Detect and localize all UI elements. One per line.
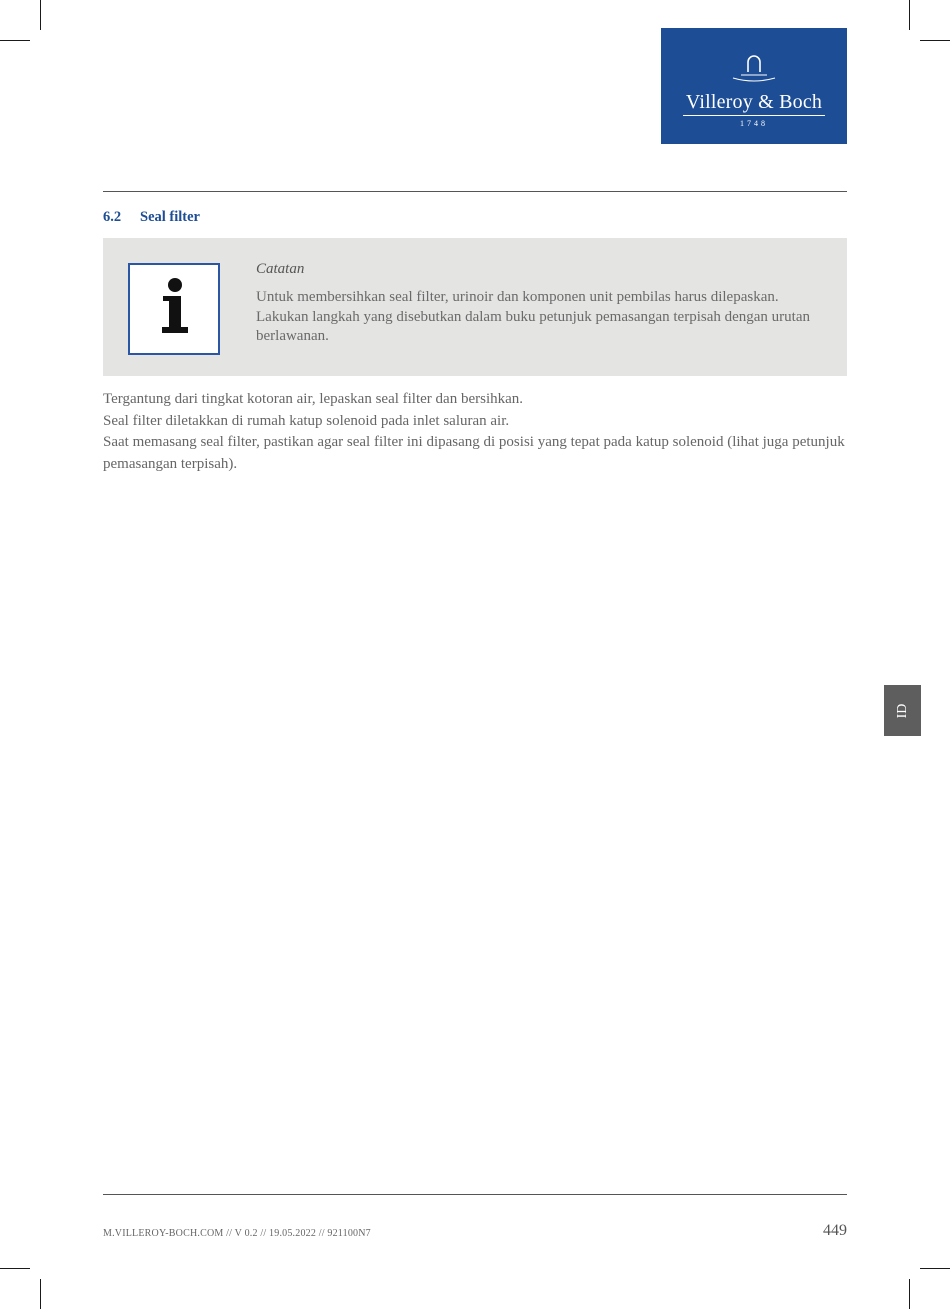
body-paragraph: Tergantung dari tingkat kotoran air, lepaskan seal filter dan bersihkan. [103, 391, 524, 407]
page-number: 449 [823, 1222, 847, 1239]
note-title: Catatan [256, 261, 305, 277]
crop-mark [909, 0, 910, 30]
brand-underline [683, 115, 825, 116]
logo-emblem-icon [661, 50, 847, 84]
note-text: Untuk membersihkan seal filter, urinoir dan komponen unit pembilas harus dilepaskan. Lakukan langkah yang disebutkan dalam buku petunjuk pemasangan terpisah dengan urutan berlawanan. [256, 289, 811, 344]
body-paragraph: Saat memasang seal filter, pastikan agar seal filter ini dipasang di posisi yang tepat pada katup solenoid (lihat juga petunjuk pemasangan terpisah). [103, 434, 845, 472]
crop-mark [40, 0, 41, 30]
language-tab [884, 685, 921, 736]
section-title: Seal filter [140, 209, 200, 225]
crop-mark [0, 40, 30, 41]
crop-mark [920, 40, 950, 41]
info-icon [128, 263, 220, 355]
body-paragraph: Seal filter diletakkan di rumah katup solenoid pada inlet saluran air. [103, 412, 510, 429]
crop-mark [40, 1279, 41, 1309]
section-number: 6.2 [103, 209, 122, 225]
body-text [103, 389, 847, 475]
footer-reference: M.VILLEROY-BOCH.COM // V 0.2 // 19.05.2022 // 921100N7 [103, 1228, 371, 1239]
crop-mark [0, 1268, 30, 1269]
brand-wordmark: Villeroy & Boch [685, 91, 823, 113]
note-box [103, 238, 847, 376]
crop-mark [920, 1268, 950, 1269]
brand-year: 1748 [740, 119, 768, 128]
language-tab-label: ID [894, 703, 910, 718]
footer-rule [103, 1194, 847, 1195]
crop-mark [909, 1279, 910, 1309]
section-heading [103, 209, 200, 226]
brand-logo [661, 28, 847, 144]
header-rule [103, 191, 847, 192]
